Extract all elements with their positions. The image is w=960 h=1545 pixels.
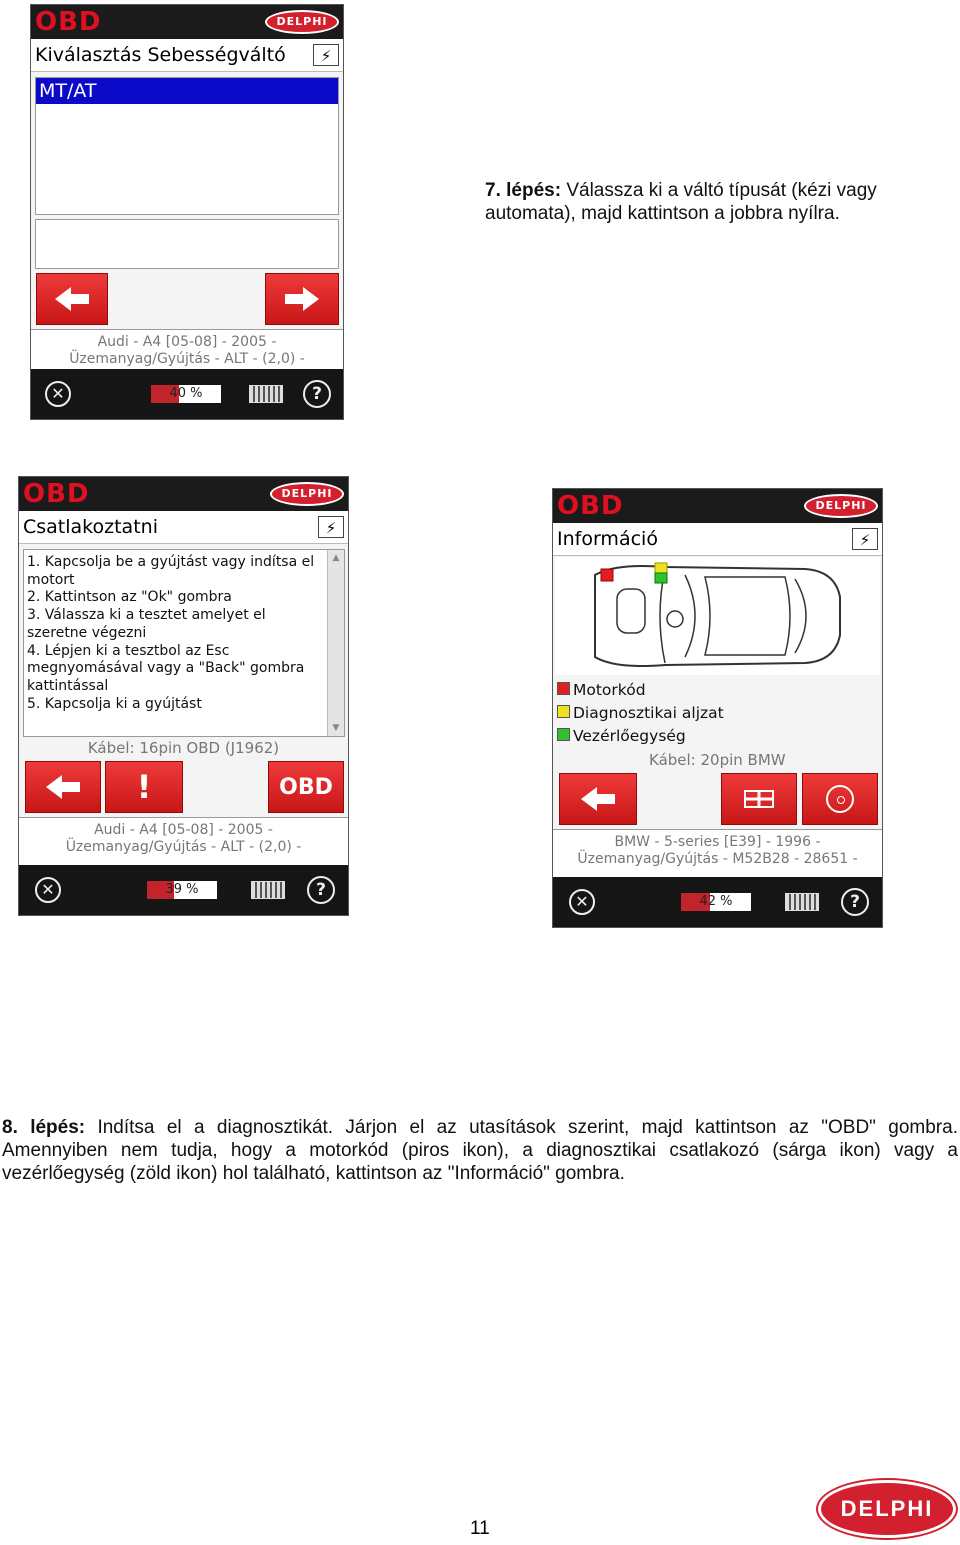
arrow-right-icon (303, 287, 319, 311)
instruction-item: 3. Válassza ki a tesztet amelyet el szeretne végezni (27, 607, 266, 641)
delphi-badge: DELPHI (270, 482, 344, 506)
close-icon[interactable]: ✕ (569, 889, 595, 915)
instruction-item: 5. Kapcsolja ki a gyújtást (27, 695, 202, 712)
obd-logo: OBD (35, 7, 102, 37)
grid-view-button[interactable] (721, 773, 797, 825)
top-bar (19, 477, 348, 511)
help-icon[interactable]: ? (307, 876, 335, 904)
vehicle-line-1: BMW - 5-series [E39] - 1996 - (614, 834, 821, 850)
red-square-icon (557, 682, 570, 695)
arrow-left-icon (55, 287, 71, 311)
list-item-selected[interactable]: MT/AT (36, 78, 338, 104)
instruction-item: 4. Lépjen ki a tesztbol az Esc megnyomásával vagy a "Back" gombra kattintással (27, 642, 305, 694)
car-top-view-image (555, 557, 880, 675)
scrollbar[interactable] (327, 550, 344, 736)
vehicle-line-2: Üzemanyag/Gyújtás - M52B28 - 28651 - (577, 851, 858, 867)
help-icon[interactable]: ? (841, 888, 869, 916)
delphi-logo-text: DELPHI (840, 1496, 934, 1521)
back-arrow-button[interactable] (559, 773, 637, 825)
delphi-badge: DELPHI (265, 10, 339, 34)
screen-title: Csatlakoztatni (23, 516, 158, 538)
cable-label: Kábel: 16pin OBD (J1962) (87, 739, 280, 757)
warning-button[interactable] (105, 761, 183, 813)
screenshot-connect (18, 476, 349, 916)
keyboard-icon[interactable] (249, 385, 283, 403)
step-7-text: Válassza ki a váltó típusát (kézi vagy automata), majd kattintson a jobbra nyílra. (485, 180, 877, 224)
bottom-bar (19, 865, 348, 915)
engine-code-marker[interactable] (601, 569, 613, 581)
connection-icon[interactable]: ⚡ (318, 516, 344, 538)
legend-label: Vezérlőegység (573, 727, 686, 745)
gearbox-list (35, 77, 339, 215)
close-icon[interactable]: ✕ (45, 381, 71, 407)
delphi-badge: DELPHI (804, 494, 878, 518)
bottom-bar (31, 369, 343, 419)
keyboard-icon[interactable] (251, 881, 285, 899)
vehicle-info (19, 817, 348, 866)
progress-label: 42 % (699, 894, 733, 909)
screenshot-gearbox-selection (30, 4, 344, 420)
screenshot-information (552, 488, 883, 928)
top-bar (553, 489, 882, 523)
legend-item-engine-code (557, 679, 724, 702)
keyboard-icon[interactable] (785, 893, 819, 911)
ecu-marker[interactable] (655, 573, 667, 583)
obd-button[interactable] (268, 761, 344, 813)
legend-item-diagnostic-socket (557, 702, 724, 725)
scroll-up-arrow[interactable]: ▲ (332, 553, 340, 563)
help-icon[interactable]: ? (303, 380, 331, 408)
instruction-panel (23, 549, 345, 737)
vehicle-line-1: Audi - A4 [05-08] - 2005 - (94, 822, 273, 838)
close-icon[interactable]: ✕ (35, 877, 61, 903)
yellow-square-icon (557, 705, 570, 718)
disc-icon (826, 785, 854, 813)
step-7-caption (485, 179, 935, 225)
progress-bar (151, 385, 221, 403)
vehicle-line-2: Üzemanyag/Gyújtás - ALT - (2,0) - (65, 839, 302, 855)
back-arrow-button[interactable] (36, 273, 108, 325)
step-7-label: 7. lépés: (485, 180, 562, 201)
progress-label: 40 % (169, 386, 203, 401)
progress-label: 39 % (165, 882, 199, 897)
arrow-left-icon (46, 775, 62, 799)
legend-label: Motorkód (573, 681, 646, 699)
screen-title: Kiválasztás Sebességváltó (35, 44, 286, 66)
back-arrow-button[interactable] (25, 761, 101, 813)
legend-item-ecu (557, 725, 724, 748)
green-square-icon (557, 728, 570, 741)
screen-title: Információ (557, 528, 658, 550)
title-bar (19, 511, 348, 544)
page-number: 11 (470, 1518, 490, 1539)
step-8-caption (2, 1116, 958, 1185)
instruction-item: 2. Kattintson az "Ok" gombra (27, 589, 232, 606)
vehicle-info (553, 829, 882, 878)
scroll-down-arrow[interactable]: ▼ (332, 723, 340, 733)
next-arrow-button[interactable] (265, 273, 339, 325)
connection-icon[interactable]: ⚡ (852, 528, 878, 550)
grid-icon (744, 790, 774, 808)
vehicle-line-1: Audi - A4 [05-08] - 2005 - (97, 334, 277, 350)
obd-logo: OBD (557, 491, 624, 521)
disc-button[interactable] (802, 773, 878, 825)
legend-label: Diagnosztikai aljzat (573, 704, 724, 722)
car-diagram-panel (555, 557, 880, 675)
progress-bar (147, 881, 217, 899)
bottom-bar (553, 877, 882, 927)
vehicle-line-2: Üzemanyag/Gyújtás - ALT - (2,0) - (69, 351, 305, 367)
connection-icon[interactable]: ⚡ (313, 44, 339, 66)
cable-label: Kábel: 20pin BMW (649, 751, 786, 769)
step-8-text: Indítsa el a diagnosztikát. Járjon el az utasítások szerint, majd kattintson az "OBD" gombra. Amennyiben nem tudja, hogy a motorkód (piros ikon), a diagnosztikai csatlakozó (sárga ikon) vagy a vezérlőegység (zöld ikon) hol található, kattintson az "Információ" gombra. (2, 1117, 958, 1184)
warning-icon: ! (136, 768, 152, 806)
arrow-left-icon (581, 787, 597, 811)
title-bar (31, 39, 343, 72)
legend (557, 679, 724, 748)
obd-button-label: OBD (279, 774, 333, 800)
obd-logo: OBD (23, 479, 90, 509)
progress-bar (681, 893, 751, 911)
description-box (35, 219, 339, 269)
title-bar (553, 523, 882, 556)
step-8-label: 8. lépés: (2, 1117, 86, 1138)
delphi-logo (818, 1480, 956, 1538)
top-bar (31, 5, 343, 39)
instruction-item: 1. Kapcsolja be a gyújtást vagy indítsa el motort (27, 554, 315, 588)
instruction-list (27, 554, 323, 713)
